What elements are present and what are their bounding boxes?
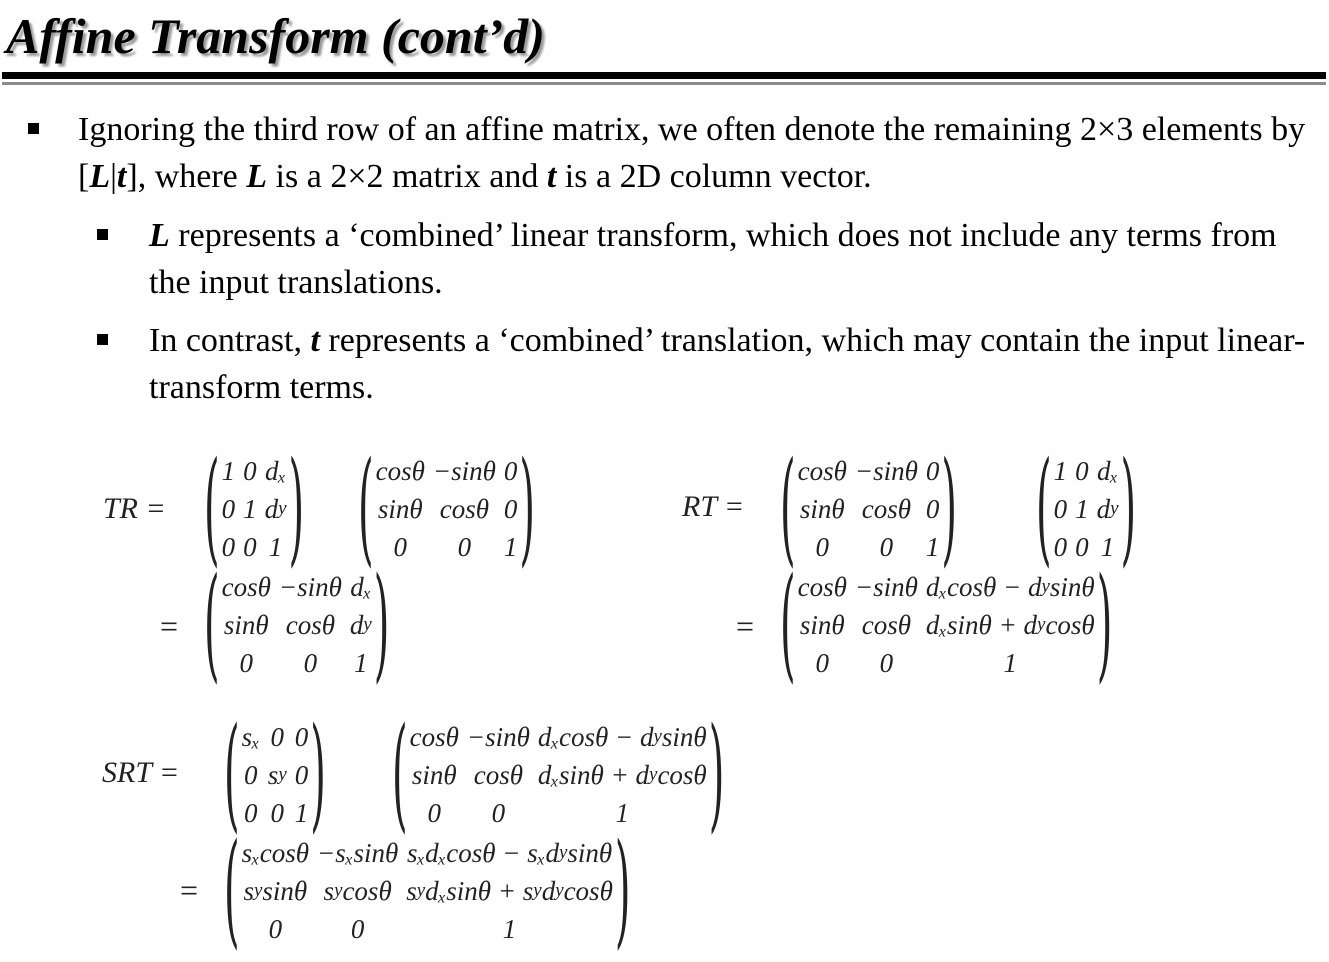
sub-bullet-1: L represents a ‘combined’ linear transform, which does not include any terms from the input translations.: [149, 217, 1277, 301]
left-parenthesis: (: [358, 437, 374, 581]
matrix-cell: −sinθ: [466, 721, 530, 752]
right-parenthesis: ): [614, 819, 631, 962]
bullet-square-icon: [28, 123, 39, 134]
right-parenthesis: ): [310, 703, 326, 847]
title-underline-thin: [2, 82, 1326, 85]
matrix-cell: sinθ: [799, 609, 845, 640]
matrix-cell: 1: [925, 531, 940, 562]
matrix-cell: 0: [1075, 531, 1089, 562]
matrix-cell: sinθ: [799, 493, 845, 524]
right-parenthesis: ): [1120, 437, 1137, 581]
matrix-cell: 0: [1053, 531, 1068, 562]
matrix-cell: cosθ: [861, 609, 911, 640]
matrix-cell: sinθ: [223, 609, 269, 640]
matrix-cell: 0: [815, 647, 829, 678]
matrix-cell: 0: [221, 531, 236, 562]
tr-lhs: TR =: [103, 492, 166, 525]
tr-translation-matrix: [204, 437, 305, 581]
matrix-cells: [220, 452, 289, 566]
matrix-cell: 1: [1075, 493, 1089, 524]
matrix-cell: 1: [502, 913, 517, 944]
matrix-cell: s y sinθ: [243, 875, 308, 906]
matrix-cell: 0: [491, 797, 506, 828]
matrix-cell: 0: [427, 797, 441, 828]
matrix-cell: −sₓsinθ: [317, 837, 399, 868]
matrix-cell: sinθ: [411, 759, 457, 790]
matrix-cell: 0: [879, 647, 894, 678]
matrix-cell: 1: [243, 493, 257, 524]
matrix-cell: 1: [294, 797, 309, 828]
matrix-cell: sinθ: [377, 493, 423, 524]
matrix-cell: cosθ: [861, 493, 911, 524]
matrix-cell: cosθ: [285, 609, 335, 640]
matrix-cell: 0: [243, 531, 257, 562]
left-parenthesis: (: [224, 703, 240, 847]
left-parenthesis: (: [1036, 437, 1052, 581]
matrix-cell: cosθ: [375, 455, 425, 486]
matrix-cell: cosθ: [409, 721, 459, 752]
matrix-cell: 0: [294, 759, 309, 790]
matrix-cell: d y: [1096, 493, 1119, 524]
left-parenthesis: (: [780, 437, 796, 581]
matrix-cell: 0: [815, 531, 829, 562]
right-parenthesis: ): [941, 437, 957, 581]
matrix-cell: cosθ: [221, 571, 271, 602]
srt-rt-matrix: [392, 703, 725, 847]
matrix-cell: 0: [879, 531, 894, 562]
matrix-cell: 0: [243, 759, 258, 790]
matrix-cell: 0: [1053, 493, 1068, 524]
matrix-cell: 0: [239, 647, 253, 678]
matrix-cell: 1: [1053, 455, 1068, 486]
left-parenthesis: (: [204, 553, 220, 697]
matrix-cells: [1052, 452, 1121, 566]
slide-title: Affine Transform (cont’d): [6, 8, 545, 64]
matrix-cell: 0: [221, 493, 236, 524]
matrix-cell: dₓcosθ − d y sinθ: [537, 721, 707, 752]
matrix-cell: s y cosθ: [323, 875, 392, 906]
right-parenthesis: ): [1096, 553, 1113, 697]
matrix-cell: sₓ: [241, 721, 260, 752]
rt-translation-matrix: [1036, 437, 1137, 581]
matrix-cell: −sinθ: [854, 571, 918, 602]
matrix-cells: [240, 834, 615, 948]
srt-lhs: SRT =: [102, 756, 180, 789]
matrix-cell: dₓsinθ + d y cosθ: [925, 609, 1095, 640]
bullet-1: Ignoring the third row of an affine matrix, we often denote the remaining 2×3 elements by [L|t], where L is a 2×2 matrix and t is a 2D column vector.: [78, 111, 1306, 195]
matrix-cell: −sinθ: [432, 455, 496, 486]
title-underline-thick: [2, 72, 1326, 79]
matrix-cell: s y dₓsinθ + s y d y cosθ: [406, 875, 613, 906]
matrix-cell: dₓ: [350, 571, 372, 602]
matrix-cell: dₓ: [1096, 455, 1119, 486]
matrix-cell: cosθ: [797, 455, 847, 486]
right-parenthesis: ): [373, 553, 390, 697]
matrix-cell: cosθ: [439, 493, 489, 524]
sub-bullet-2: In contrast, t represents a ‘combined’ translation, which may contain the input linear-transform terms.: [149, 322, 1306, 406]
matrix-cell: dₓcosθ − d y sinθ: [925, 571, 1095, 602]
matrix-cell: 0: [294, 721, 309, 752]
matrix-cell: 0: [243, 797, 258, 828]
rt-result-matrix: [780, 553, 1113, 697]
matrix-cell: −sinθ: [278, 571, 342, 602]
matrix-cell: 1: [1100, 531, 1115, 562]
matrix-cell: 0: [1075, 455, 1089, 486]
srt-equals-sign: =: [180, 872, 199, 908]
matrix-cell: d y: [264, 493, 287, 524]
matrix-cell: 0: [268, 913, 283, 944]
sub-bullet-square-icon: [97, 229, 108, 240]
matrix-cell: d y: [349, 609, 372, 640]
matrix-cell: 1: [268, 531, 283, 562]
matrix-cell: dₓsinθ + d y cosθ: [537, 759, 707, 790]
matrix-cell: 0: [457, 531, 472, 562]
left-parenthesis: (: [392, 703, 408, 847]
srt-scale-matrix: [224, 703, 326, 847]
matrix-cell: s y: [267, 759, 287, 790]
tr-result-matrix: [204, 553, 390, 697]
tr-rotation-matrix: [358, 437, 535, 581]
matrix-cell: dₓ: [264, 455, 287, 486]
matrix-cell: −sinθ: [854, 455, 918, 486]
matrix-cell: 0: [270, 797, 284, 828]
matrix-cells: [374, 452, 520, 566]
matrix-cell: 1: [615, 797, 630, 828]
matrix-cells: [240, 718, 311, 832]
sub-bullet-square-icon: [97, 334, 108, 345]
matrix-cells: [796, 452, 942, 566]
matrix-cell: 1: [221, 455, 236, 486]
right-parenthesis: ): [519, 437, 535, 581]
tr-equals-sign: =: [160, 608, 179, 644]
matrix-cells: [408, 718, 709, 832]
matrix-cells: [220, 568, 374, 682]
srt-result-matrix: [224, 819, 631, 962]
matrix-cell: cosθ: [473, 759, 523, 790]
matrix-cell: sₓdₓcosθ − sₓd y sinθ: [406, 837, 613, 868]
rt-equals-sign: =: [736, 608, 755, 644]
matrix-cell: 0: [393, 531, 407, 562]
left-parenthesis: (: [204, 437, 220, 581]
matrix-cell: 0: [270, 721, 284, 752]
left-parenthesis: (: [224, 819, 240, 962]
right-parenthesis: ): [708, 703, 725, 847]
matrix-cell: cosθ: [797, 571, 847, 602]
matrix-cell: 0: [925, 455, 940, 486]
matrix-cell: sₓcosθ: [241, 837, 310, 868]
matrix-cell: 1: [1003, 647, 1018, 678]
matrix-cell: 0: [243, 455, 257, 486]
matrix-cell: 0: [503, 493, 518, 524]
matrix-cell: 0: [303, 647, 318, 678]
matrix-cell: 0: [925, 493, 940, 524]
matrix-cell: 0: [350, 913, 365, 944]
matrix-cell: 0: [503, 455, 518, 486]
left-parenthesis: (: [780, 553, 796, 697]
matrix-cell: 1: [354, 647, 368, 678]
rt-lhs: RT =: [682, 490, 745, 523]
matrix-cell: 1: [503, 531, 518, 562]
right-parenthesis: ): [288, 437, 305, 581]
matrix-cells: [796, 568, 1097, 682]
rt-rotation-matrix: [780, 437, 957, 581]
